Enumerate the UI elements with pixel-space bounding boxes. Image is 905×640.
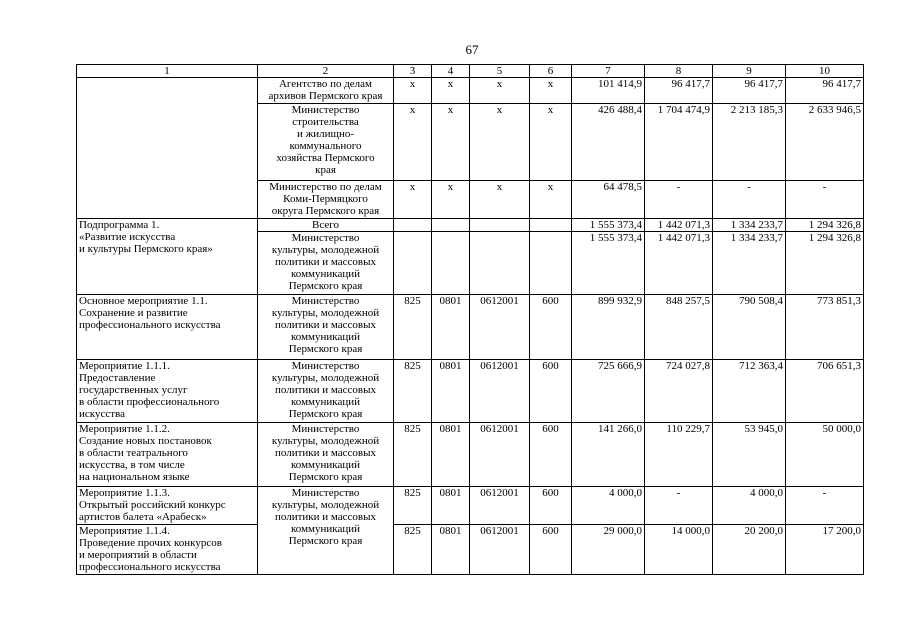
value-cell: 899 932,9 <box>572 295 645 360</box>
code-grbs-cell: x <box>394 78 432 104</box>
value-cell: 712 363,4 <box>713 360 786 423</box>
code-section-cell: x <box>432 181 470 219</box>
value-cell: 110 229,7 <box>645 423 713 487</box>
value-cell: 773 851,3 <box>786 295 864 360</box>
code-type-cell: 600 <box>530 525 572 575</box>
code-type-cell: x <box>530 78 572 104</box>
code-target-cell: 0612001 <box>470 525 530 575</box>
code-target-cell: 0612001 <box>470 487 530 525</box>
header-cell: 4 <box>432 65 470 78</box>
code-type-cell: 600 <box>530 487 572 525</box>
header-cell: 5 <box>470 65 530 78</box>
table-row <box>77 78 864 104</box>
value-cell: 50 000,0 <box>786 423 864 487</box>
code-section-cell: 0801 <box>432 295 470 360</box>
code-section-cell: 0801 <box>432 525 470 575</box>
code-section-cell <box>432 219 470 232</box>
value-cell: 426 488,4 <box>572 104 645 181</box>
code-target-cell: 0612001 <box>470 360 530 423</box>
value-cell: - <box>645 181 713 219</box>
program-name-cell: Основное мероприятие 1.1. Сохранение и развитие профессионального искусства <box>77 295 258 360</box>
code-section-cell: x <box>432 78 470 104</box>
executor-cell: Министерство культуры, молодежной политики и массовых коммуникаций Пермского края <box>258 232 394 295</box>
executor-cell: Министерство культуры, молодежной политики и массовых коммуникаций Пермского края <box>258 360 394 423</box>
table-row <box>77 423 864 487</box>
value-cell: 1 294 326,8 <box>786 232 864 295</box>
value-cell: 64 478,5 <box>572 181 645 219</box>
code-grbs-cell: 825 <box>394 487 432 525</box>
program-name-cell: Мероприятие 1.1.1. Предоставление государственных услуг в области профессионального искусства <box>77 360 258 423</box>
program-name-cell: Мероприятие 1.1.4. Проведение прочих конкурсов и мероприятий в области профессионального искусства <box>77 525 258 575</box>
table-row <box>77 487 864 525</box>
code-grbs-cell: 825 <box>394 423 432 487</box>
code-grbs-cell: x <box>394 104 432 181</box>
code-type-cell: x <box>530 104 572 181</box>
executor-cell: Министерство культуры, молодежной политики и массовых коммуникаций Пермского края <box>258 487 394 575</box>
code-section-cell: 0801 <box>432 360 470 423</box>
executor-cell: Министерство строительства и жилищно- коммунального хозяйства Пермского края <box>258 104 394 181</box>
executor-cell: Агентство по делам архивов Пермского края <box>258 78 394 104</box>
code-target-cell: 0612001 <box>470 295 530 360</box>
value-cell: 141 266,0 <box>572 423 645 487</box>
program-name-cell: Мероприятие 1.1.2. Создание новых постановок в области театрального искусства, в том числе на национальном языке <box>77 423 258 487</box>
table-row <box>77 219 864 232</box>
code-grbs-cell: x <box>394 181 432 219</box>
value-cell: 1 334 233,7 <box>713 232 786 295</box>
value-cell: 706 651,3 <box>786 360 864 423</box>
header-row <box>77 65 864 78</box>
value-cell: 96 417,7 <box>786 78 864 104</box>
code-grbs-cell <box>394 219 432 232</box>
budget-table <box>76 64 864 575</box>
value-cell: 1 442 071,3 <box>645 219 713 232</box>
value-cell: - <box>645 487 713 525</box>
value-cell: 2 633 946,5 <box>786 104 864 181</box>
value-cell: 1 704 474,9 <box>645 104 713 181</box>
code-target-cell: x <box>470 104 530 181</box>
value-cell: 29 000,0 <box>572 525 645 575</box>
program-name-cell: Мероприятие 1.1.3. Открытый российский конкурс артистов балета «Арабеск» <box>77 487 258 525</box>
header-cell: 2 <box>258 65 394 78</box>
header-cell: 6 <box>530 65 572 78</box>
executor-cell: Министерство по делам Коми-Пермяцкого округа Пермского края <box>258 181 394 219</box>
value-cell: 848 257,5 <box>645 295 713 360</box>
header-cell: 1 <box>77 65 258 78</box>
value-cell: 1 442 071,3 <box>645 232 713 295</box>
code-grbs-cell: 825 <box>394 360 432 423</box>
code-type-cell: x <box>530 181 572 219</box>
value-cell: 14 000,0 <box>645 525 713 575</box>
header-cell: 9 <box>713 65 786 78</box>
value-cell: 53 945,0 <box>713 423 786 487</box>
value-cell: 1 555 373,4 <box>572 219 645 232</box>
code-grbs-cell <box>394 232 432 295</box>
header-cell: 10 <box>786 65 864 78</box>
code-target-cell <box>470 232 530 295</box>
code-target-cell: x <box>470 181 530 219</box>
code-section-cell: 0801 <box>432 487 470 525</box>
program-name-cell <box>77 78 258 219</box>
page-number: 67 <box>465 42 479 57</box>
value-cell: 20 200,0 <box>713 525 786 575</box>
code-type-cell <box>530 232 572 295</box>
program-name-cell: Подпрограмма 1. «Развитие искусства и культуры Пермского края» <box>77 219 258 295</box>
value-cell: 724 027,8 <box>645 360 713 423</box>
value-cell: 2 213 185,3 <box>713 104 786 181</box>
code-target-cell: 0612001 <box>470 423 530 487</box>
value-cell: - <box>786 181 864 219</box>
value-cell: 790 508,4 <box>713 295 786 360</box>
code-type-cell <box>530 219 572 232</box>
code-section-cell: 0801 <box>432 423 470 487</box>
code-section-cell <box>432 232 470 295</box>
header-cell: 7 <box>572 65 645 78</box>
code-type-cell: 600 <box>530 295 572 360</box>
code-type-cell: 600 <box>530 423 572 487</box>
value-cell: 96 417,7 <box>645 78 713 104</box>
executor-cell: Всего <box>258 219 394 232</box>
value-cell: - <box>786 487 864 525</box>
code-grbs-cell: 825 <box>394 295 432 360</box>
code-target-cell: x <box>470 78 530 104</box>
code-section-cell: x <box>432 104 470 181</box>
value-cell: 4 000,0 <box>572 487 645 525</box>
executor-cell: Министерство культуры, молодежной политики и массовых коммуникаций Пермского края <box>258 295 394 360</box>
value-cell: 1 334 233,7 <box>713 219 786 232</box>
value-cell: 4 000,0 <box>713 487 786 525</box>
code-grbs-cell: 825 <box>394 525 432 575</box>
code-type-cell: 600 <box>530 360 572 423</box>
header-cell: 8 <box>645 65 713 78</box>
value-cell: 96 417,7 <box>713 78 786 104</box>
executor-cell: Министерство культуры, молодежной политики и массовых коммуникаций Пермского края <box>258 423 394 487</box>
table-row <box>77 360 864 423</box>
value-cell: - <box>713 181 786 219</box>
value-cell: 725 666,9 <box>572 360 645 423</box>
value-cell: 1 555 373,4 <box>572 232 645 295</box>
table-row <box>77 295 864 360</box>
value-cell: 1 294 326,8 <box>786 219 864 232</box>
table-row <box>77 525 864 575</box>
value-cell: 101 414,9 <box>572 78 645 104</box>
header-cell: 3 <box>394 65 432 78</box>
value-cell: 17 200,0 <box>786 525 864 575</box>
code-target-cell <box>470 219 530 232</box>
